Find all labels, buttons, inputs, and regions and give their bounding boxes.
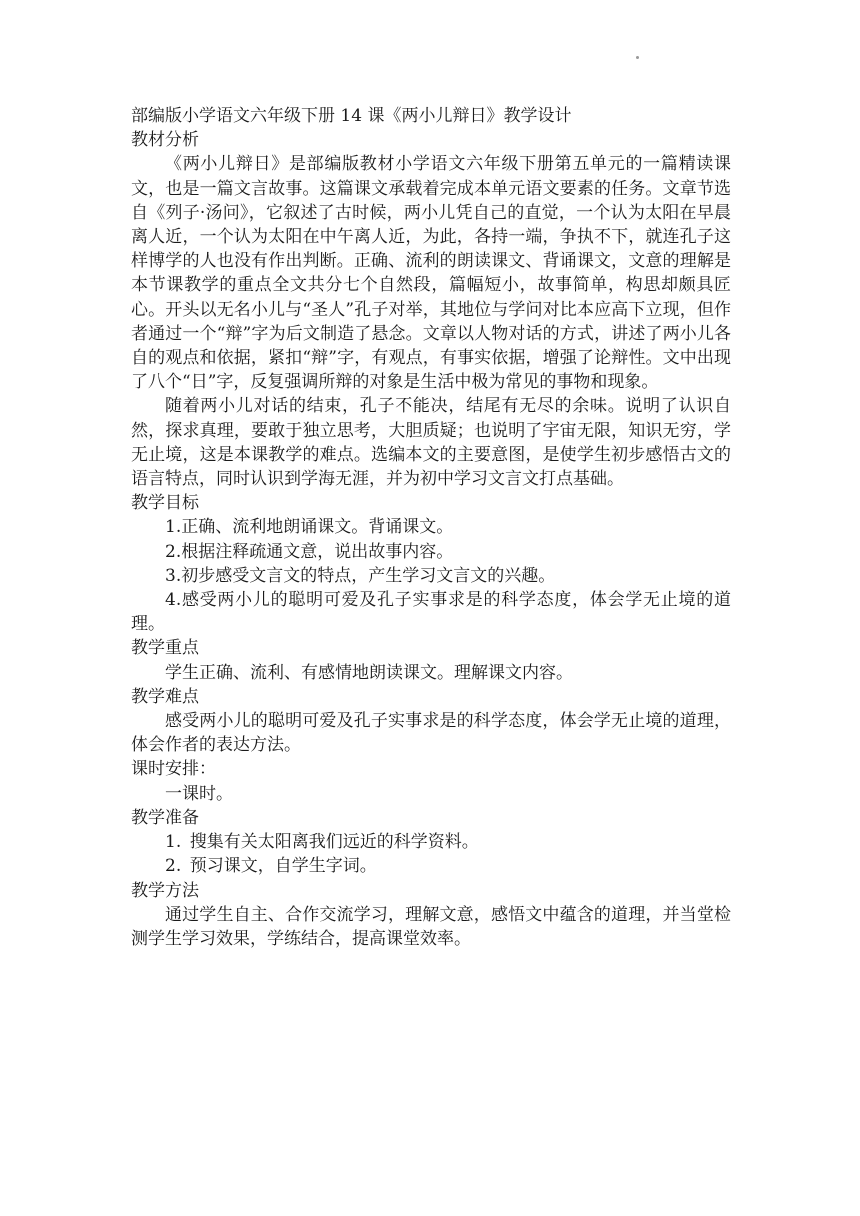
preparation-item-1-text: 搜集有关太阳离我们远近的科学资料。 xyxy=(189,832,479,853)
heading-analysis: 教材分析 xyxy=(131,130,199,151)
heading-schedule: 课时安排： xyxy=(131,759,216,780)
difficulties-text: 感受两小儿的聪明可爱及孔子实事求是的科学态度，体会学无止境的道理，体会作者的表达方法。 xyxy=(131,711,731,756)
schedule-text: 一课时。 xyxy=(165,783,233,804)
preparation-item-1 xyxy=(131,830,731,854)
methods-text: 通过学生自主、合作交流学习，理解文意，感悟文中蕴含的道理，并当堂检测学生学习效果，学练结合，提高课堂效率。 xyxy=(131,904,731,949)
document-body xyxy=(131,104,731,951)
goal-item-4: 4.感受两小儿的聪明可爱及孔子实事求是的科学态度，体会学无止境的道理。 xyxy=(131,590,731,635)
preparation-item-2-text: 预习课文，自学生字词。 xyxy=(189,856,377,877)
heading-preparation: 教学准备 xyxy=(131,807,199,828)
goal-item-1: 1.正确、流利地朗诵课文。背诵课文。 xyxy=(165,517,454,538)
goal-item-3: 3.初步感受文言文的特点，产生学习文言文的兴趣。 xyxy=(165,565,556,586)
heading-difficulties: 教学难点 xyxy=(131,686,199,707)
analysis-paragraph-1: 《两小儿辩日》是部编版教材小学语文六年级下册第五单元的一篇精读课文，也是一篇文言故事。这篇课文承载着完成本单元语文要素的任务。文章节选自《列子·汤问》，它叙述了古时候，两小儿凭自己的直觉，一个认为太阳在早晨离人近，一个认为太阳在中午离人近，为此，各持一端，争执不下，就连孔子这样博学的人也没有作出判断。正确、流利的朗读课文、背诵课文，文意的理解是本节课教学的重点全文共分七个自然段，篇幅短小，故事简单，构思却颇具匠心。开头以无名小儿与“圣人”孔子对举，其地位与学问对比本应高下立现，但作者通过一个“辩”字为后文制造了悬念。文章以人物对话的方式，讲述了两小儿各自的观点和依据，紧扣“辩”字，有观点，有事实依据，增强了论辩性。文中出现了八个“日”字，反复强调所辩的对象是生活中极为常见的事物和现象。 xyxy=(131,154,731,393)
key-points-text: 学生正确、流利、有感情地朗读课文。理解课文内容。 xyxy=(165,662,573,683)
preparation-item-2 xyxy=(131,854,731,878)
heading-goals: 教学目标 xyxy=(131,493,199,514)
heading-key-points: 教学重点 xyxy=(131,638,199,659)
goal-item-2: 2.根据注释疏通文意，说出故事内容。 xyxy=(165,541,454,562)
page-corner-mark xyxy=(636,56,639,59)
preparation-item-2-number: 2. xyxy=(165,856,182,877)
heading-methods: 教学方法 xyxy=(131,880,199,901)
analysis-paragraph-2: 随着两小儿对话的结束，孔子不能决，结尾有无尽的余味。说明了认识自然，探求真理，要敢于独立思考，大胆质疑；也说明了宇宙无限，知识无穷，学无止境，这是本课教学的难点。选编本文的主要意图，是使学生初步感悟古文的语言特点，同时认识到学海无涯，并为初中学习文言文打点基础。 xyxy=(131,396,731,490)
preparation-item-1-number: 1. xyxy=(165,832,182,853)
document-title: 部编版小学语文六年级下册 14 课《两小儿辩日》教学设计 xyxy=(131,106,572,126)
